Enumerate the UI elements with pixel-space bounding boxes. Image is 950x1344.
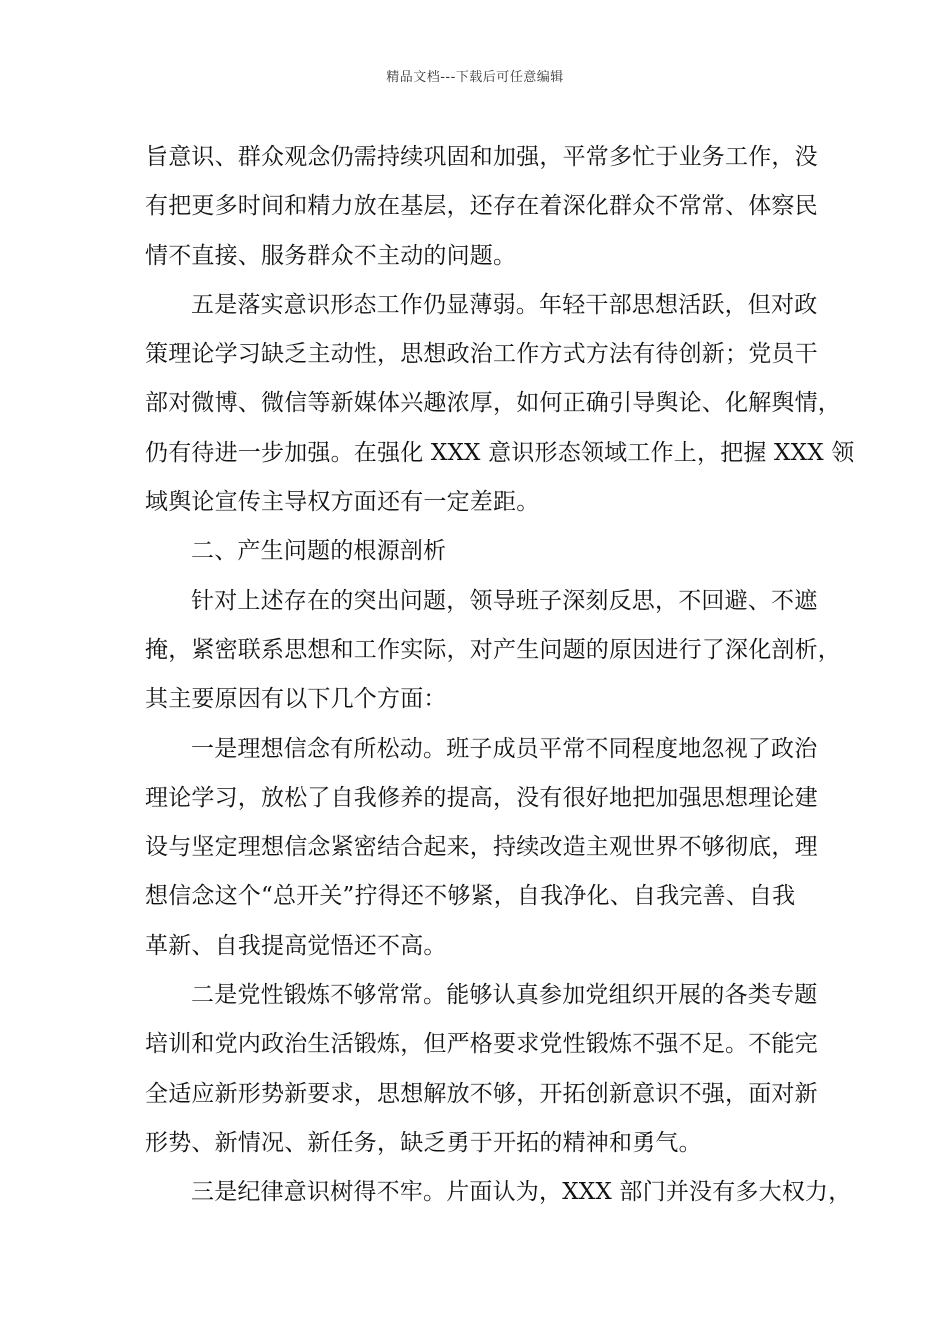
text-line: 有把更多时间和精力放在基层，还存在着深化群众不常常、体察民: [145, 193, 818, 220]
text-line: 一是理想信念有所松动。班子成员平常不同程度地忽视了政治: [191, 735, 818, 762]
text-line: 形势、新情况、新任务，缺乏勇于开拓的精神和勇气。: [145, 1129, 702, 1156]
section-heading: 二、产生问题的根源剖析: [191, 538, 447, 565]
text-line: 情不直接、服务群众不主动的问题。: [145, 242, 517, 269]
text-line: 部对微博、微信等新媒体兴趣浓厚，如何正确引导舆论、化解舆情，: [145, 390, 841, 417]
text-line: 其主要原因有以下几个方面：: [145, 686, 447, 713]
text-line: 旨意识、群众观念仍需持续巩固和加强，平常多忙于业务工作，没: [145, 144, 818, 170]
text-line: 二是党性锻炼不够常常。能够认真参加党组织开展的各类专题: [191, 982, 818, 1009]
text-line: 三是纪律意识树得不牢。片面认为，XXX 部门并没有多大权力，: [191, 1179, 852, 1206]
text-line: 设与坚定理想信念紧密结合起来，持续改造主观世界不够彻底，理: [145, 834, 818, 861]
text-line: 策理论学习缺乏主动性，思想政治工作方式方法有待创新；党员干: [145, 341, 818, 368]
text-line: 培训和党内政治生活锻炼，但严格要求党性锻炼不强不足。不能完: [145, 1031, 818, 1058]
text-line: 掩，紧密联系思想和工作实际，对产生问题的原因进行了深化剖析，: [145, 636, 841, 663]
text-line: 域舆论宣传主导权方面还有一定差距。: [145, 489, 540, 516]
text-line: 理论学习，放松了自我修养的提高，没有很好地把加强思想理论建: [145, 784, 818, 811]
text-line: 革新、自我提高觉悟还不高。: [145, 932, 447, 959]
text-line: 仍有待进一步加强。在强化 XXX 意识形态领域工作上，把握 XXX 领: [145, 439, 855, 466]
text-line: 五是落实意识形态工作仍显薄弱。年轻干部思想活跃，但对政: [191, 291, 818, 318]
document-body: [145, 133, 855, 1218]
text-line: 针对上述存在的突出问题，领导班子深刻反思，不回避、不遮: [191, 587, 818, 614]
text-line: 全适应新形势新要求，思想解放不够，开拓创新意识不强，面对新: [145, 1080, 818, 1107]
page-header: 精品文档---下载后可任意编辑: [386, 70, 564, 85]
text-line: 想信念这个“总开关”拧得还不够紧，自我净化、自我完善、自我: [145, 883, 796, 910]
